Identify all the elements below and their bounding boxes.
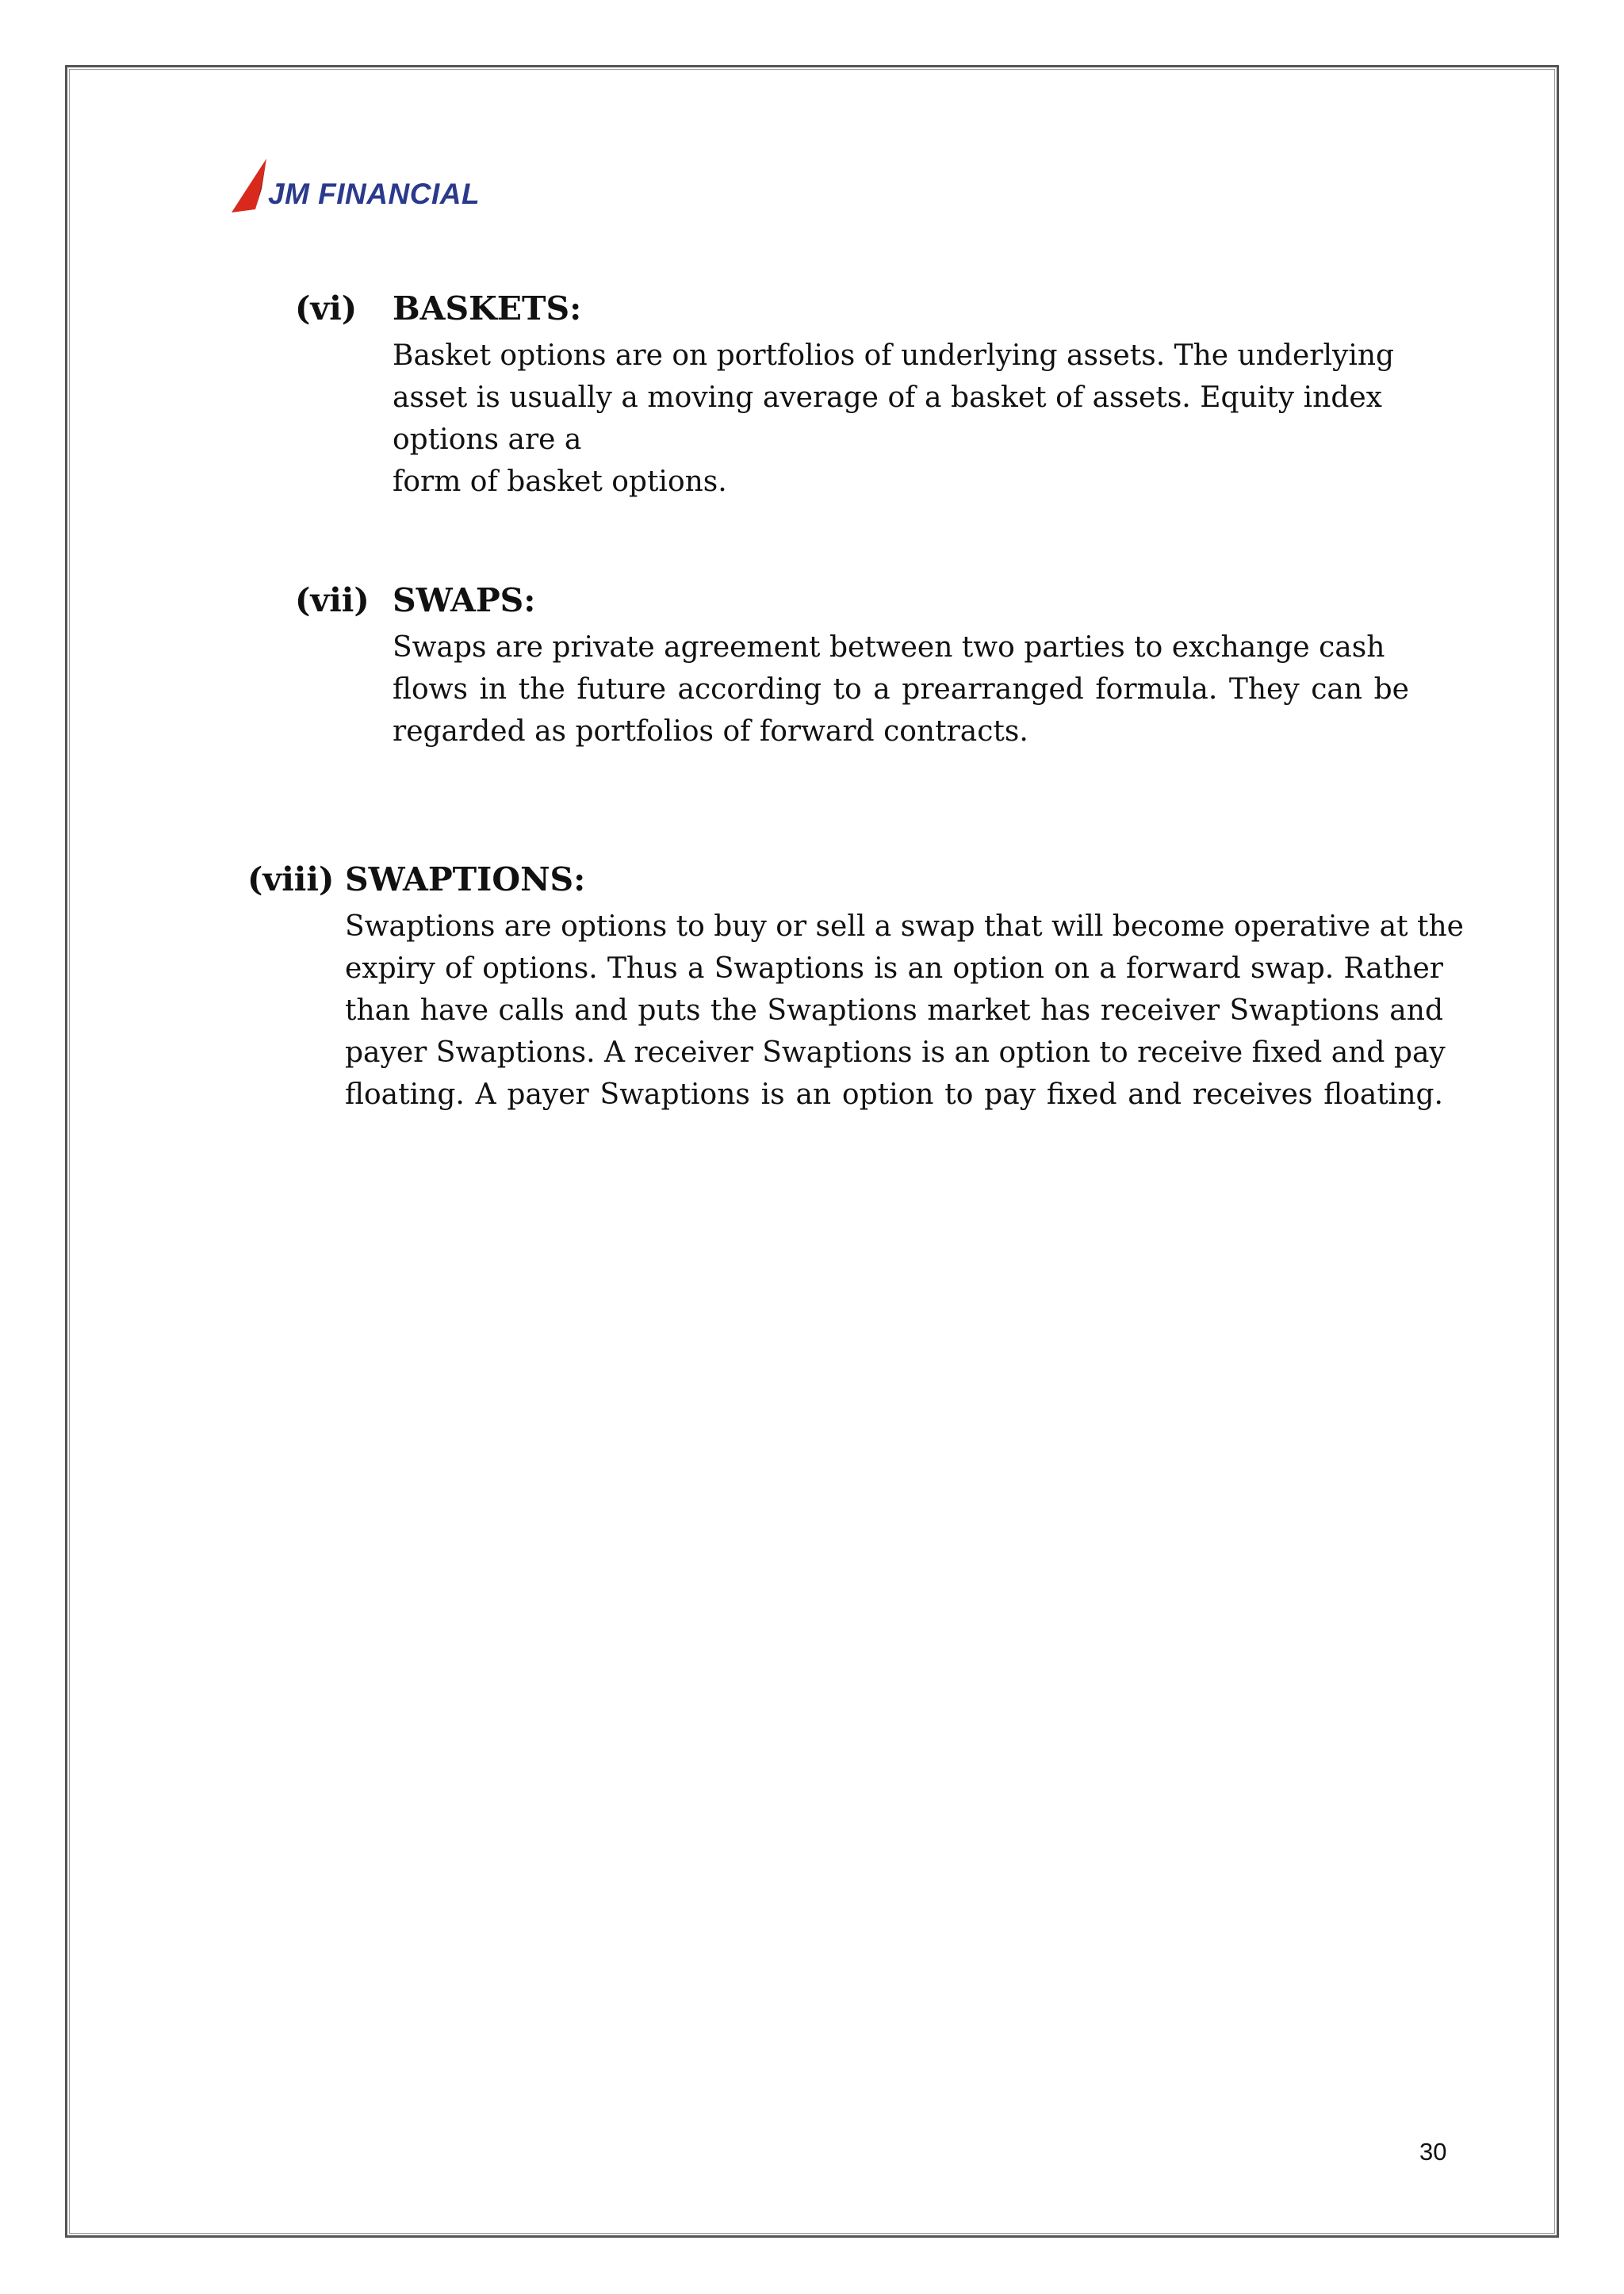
body-line: Swaps are private agreement between two parties to exchange cash xyxy=(393,631,1385,664)
section-number: (viii) xyxy=(247,860,335,898)
jm-financial-logo xyxy=(232,157,485,217)
section-body xyxy=(393,335,1395,503)
body-line: floating. A payer Swaptions is an option to pay fixed and receives floating. xyxy=(345,1078,1443,1111)
body-line: than have calls and puts the Swaptions market has receiver Swaptions and xyxy=(345,994,1443,1027)
body-line: payer Swaptions. A receiver Swaptions is an option to receive fixed and pay xyxy=(345,1036,1446,1069)
body-line: Swaptions are options to buy or sell a swap that will become operative at the xyxy=(345,910,1464,943)
section-number: (vii) xyxy=(295,581,370,619)
body-line: expiry of options. Thus a Swaptions is an option on a forward swap. Rather xyxy=(345,952,1443,985)
section-title: SWAPTIONS: xyxy=(345,860,586,898)
body-line: Basket options are on portfolios of underlying assets. The underlying xyxy=(393,339,1395,372)
section-title: BASKETS: xyxy=(393,289,582,327)
sail-icon xyxy=(232,157,270,217)
body-line: options are a xyxy=(393,423,582,456)
logo-text: JM FINANCIAL xyxy=(268,178,481,210)
section-number: (vi) xyxy=(295,289,358,327)
page-number: 30 xyxy=(1419,2138,1447,2166)
section-title: SWAPS: xyxy=(393,581,536,619)
body-line: regarded as portfolios of forward contracts. xyxy=(393,715,1028,748)
body-line: asset is usually a moving average of a basket of assets. Equity index xyxy=(393,381,1382,414)
body-line: flows in the future according to a prearranged formula. They can be xyxy=(393,673,1409,706)
body-line: form of basket options. xyxy=(393,465,727,498)
section-body xyxy=(393,626,1409,753)
section-body xyxy=(345,906,1464,1116)
